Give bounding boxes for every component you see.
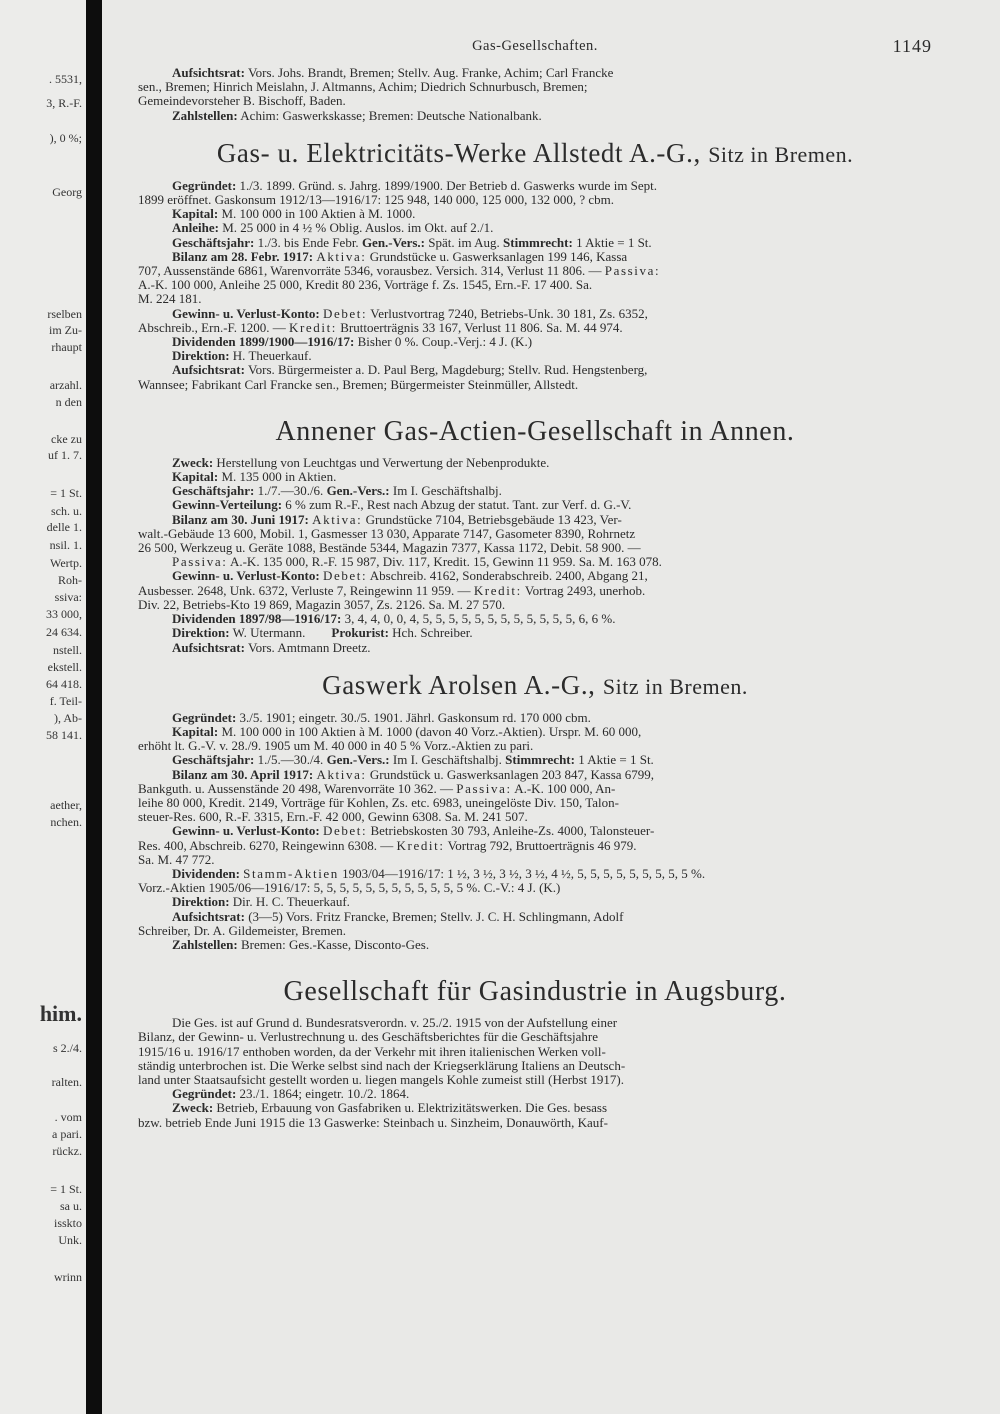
book-gutter	[86, 0, 102, 1414]
text-line: A.-K. 100 000, Anleihe 25 000, Kredit 80 236, Vorträge f. Zs. 1545, Ern.-F. 17 400. Sa.	[138, 277, 593, 293]
margin-fragment: wrinn	[54, 1270, 82, 1284]
company-seat: Sitz in Bremen.	[708, 141, 854, 167]
field-value: Im I. Geschäftshalbj.	[392, 483, 502, 499]
field-value: 23./1. 1864; eingetr. 10./2. 1864.	[239, 1086, 410, 1102]
field-value: Bisher 0 %. Coup.-Verj.: 4 J. (K.)	[357, 334, 533, 350]
field-label: Aufsichtsrat:	[172, 65, 245, 80]
margin-fragment: nchen.	[50, 815, 82, 829]
text-line: Gemeindevorsteher B. Bischoff, Baden.	[138, 93, 346, 109]
margin-fragment: 58 141.	[46, 728, 82, 742]
margin-fragment: f. Teil-	[49, 694, 82, 708]
field-sublabel: Kredit:	[288, 319, 337, 335]
margin-fragment: = 1 St.	[50, 1182, 82, 1196]
text-line: sen., Bremen; Hinrich Meislahn, J. Altmanns, Achim; Diedrich Schnurbusch, Bremen;	[138, 79, 588, 95]
field-value: Grundstücke 7104, Betriebsgebäude 13 423, Ver-	[365, 511, 622, 527]
field-value: 707, Aussenstände 6861, Warenvorräte 5346, vorausbez. Versich. 314, Verlust 11 806. —	[138, 263, 602, 279]
text-line	[138, 207, 932, 221]
text-line	[138, 555, 932, 569]
margin-fragment: ), Ab-	[54, 711, 82, 725]
text-line: Schreiber, Dr. A. Gildemeister, Bremen.	[138, 922, 346, 938]
text-line: Sa. M. 47 772.	[138, 851, 215, 867]
field-value: Betriebskosten 30 793, Anleihe-Zs. 4000, Talonsteuer-	[370, 823, 655, 839]
field-label: Gegründet:	[172, 177, 237, 193]
field-value: 1./3. 1899. Gründ. s. Jahrg. 1899/1900. Der Betrieb d. Gaswerks wurde im Sept.	[239, 177, 658, 193]
field-sublabel: Passiva:	[172, 554, 228, 570]
field-label: Prokurist:	[331, 625, 389, 641]
previous-entry-tail	[138, 66, 932, 123]
margin-fragment: ), 0 %;	[49, 131, 82, 145]
field-label: Zahlstellen:	[172, 107, 238, 123]
field-value: Res. 400, Abschreib. 6270, Reingewinn 6308. —	[138, 837, 394, 853]
field-value: Betrieb, Erbauung von Gasfabriken u. Elektrizitätswerken. Die Ges. besass	[216, 1100, 608, 1116]
margin-fragment: isskto	[53, 1216, 82, 1230]
margin-fragment: rückz.	[52, 1144, 82, 1158]
field-value: M. 25 000 in 4 ½ % Oblig. Auslos. im Okt. auf 2./1.	[222, 220, 494, 236]
text-line	[138, 768, 932, 782]
field-label: Geschäftsjahr:	[172, 483, 255, 499]
text-line	[138, 824, 932, 838]
text-line: land unter Staatsaufsicht gestellt worden u. liegen mangels Kohle zumeist still (Herbst 1917).	[138, 1071, 624, 1087]
field-label: Gegründet:	[172, 709, 237, 725]
field-sublabel: Debet:	[322, 823, 368, 839]
text-line	[138, 470, 932, 484]
field-value: 3, 4, 4, 0, 0, 4, 5, 5, 5, 5, 5, 5, 5, 5, 5, 5, 5, 5, 6, 6 %.	[344, 611, 616, 627]
field-label: Kapital:	[172, 469, 219, 485]
field-sublabel: Vorz.-Aktien	[138, 880, 206, 896]
field-label: Gen.-Vers.:	[361, 234, 426, 250]
margin-fragment: ralten.	[51, 1075, 82, 1089]
field-label: Geschäftsjahr:	[172, 752, 255, 768]
field-value: (3—5) Vors. Fritz Francke, Bremen; Stellv. J. C. H. Schlingmann, Adolf	[248, 908, 624, 924]
field-label: Stimmrecht:	[505, 752, 575, 768]
field-sublabel: Kredit:	[473, 582, 522, 598]
text-line	[138, 307, 932, 321]
text-line	[138, 264, 932, 278]
margin-fragment: 3, R.-F.	[46, 96, 82, 110]
text-line	[138, 569, 932, 583]
field-value: Im I. Geschäftshalbj.	[392, 752, 502, 768]
field-label: Direktion:	[172, 625, 230, 641]
text-line: 1915/16 u. 1916/17 enthoben worden, da der Verkehr mit ihren italienischen Werken voll-	[138, 1043, 606, 1059]
company-heading	[138, 976, 932, 1008]
field-value: Vors. Johs. Brandt, Bremen; Stellv. Aug. Franke, Achim; Carl Francke	[247, 65, 614, 80]
text-line	[138, 363, 932, 377]
field-label: Dividenden:	[172, 865, 240, 881]
margin-fragment: nstell.	[53, 643, 82, 657]
field-value: 1903/04—1916/17: 1 ½, 3 ½, 3 ½, 3 ½, 4 ½, 5, 5, 5, 5, 5, 5, 5, 5, 5 %.	[342, 865, 706, 881]
field-label: Bilanz am 28. Febr. 1917:	[172, 248, 314, 264]
text-line	[138, 66, 932, 80]
left-margin-column	[0, 0, 86, 1414]
field-value: Spät. im Aug.	[428, 234, 500, 250]
field-sublabel: Aktiva:	[312, 511, 363, 527]
field-sublabel: Passiva:	[604, 263, 661, 279]
field-value: 1 Aktie = 1 St.	[578, 752, 654, 768]
margin-fragment: Wertp.	[49, 556, 82, 570]
field-value: Bruttoerträgnis 33 167, Verlust 11 806. Sa. M. 44 974.	[340, 319, 623, 335]
field-value: Grundstücke u. Gaswerksanlagen 199 146, Kassa	[369, 248, 628, 264]
text-line	[138, 498, 932, 512]
field-value: Vortrag 792, Bruttoerträgnis 46 979.	[447, 837, 637, 853]
text-line: Die Ges. ist auf Grund d. Bundesratsverordn. v. 25./2. 1915 von der Aufstellung einer	[172, 1015, 618, 1031]
text-line	[138, 641, 932, 655]
text-line	[138, 782, 932, 796]
margin-fragment: arzahl.	[49, 378, 82, 392]
field-label: Zweck:	[172, 1100, 214, 1116]
text-line	[138, 321, 932, 335]
text-line	[138, 881, 932, 895]
field-value: Grundstück u. Gaswerksanlagen 203 847, Kassa 6799,	[369, 766, 655, 782]
text-line	[138, 1087, 932, 1101]
margin-fragment: 33 000,	[46, 607, 82, 621]
field-label: Zweck:	[172, 454, 214, 470]
margin-fragment: sch. u.	[51, 504, 82, 518]
field-value: A.-K. 100 000, An-	[514, 780, 616, 796]
margin-fragment: im Zu-	[49, 323, 82, 337]
margin-fragment: s 2./4.	[52, 1041, 82, 1055]
margin-fragment: a pari.	[52, 1127, 82, 1141]
field-value: 1./3. bis Ende Febr.	[257, 234, 359, 250]
company-entry	[138, 456, 932, 655]
margin-fragment: 64 418.	[46, 677, 82, 691]
company-name: Annener Gas-Actien-Gesellschaft in Annen.	[275, 415, 795, 447]
margin-fragment: = 1 St.	[50, 486, 82, 500]
field-sublabel: Kredit:	[396, 837, 445, 853]
margin-fragment: uf 1. 7.	[48, 448, 82, 462]
text-line	[138, 349, 932, 363]
company-seat: Sitz in Bremen.	[602, 673, 748, 699]
margin-fragment: n den	[55, 395, 82, 409]
field-label: Kapital:	[172, 723, 219, 739]
field-label: Aufsichtsrat:	[172, 362, 245, 378]
margin-fragment: cke zu	[51, 432, 82, 446]
field-value: Bremen: Ges.-Kasse, Disconto-Ges.	[240, 936, 430, 952]
text-line	[138, 626, 932, 640]
field-label: Gewinn- u. Verlust-Konto:	[172, 823, 320, 839]
field-label: Gen.-Vers.:	[326, 752, 390, 768]
field-value: H. Theuerkauf.	[232, 348, 312, 364]
field-label: Stimmrecht:	[503, 234, 573, 250]
margin-fragment: sa u.	[60, 1199, 82, 1213]
page-number: 1149	[892, 36, 932, 56]
field-value: Vors. Amtmann Dreetz.	[247, 639, 371, 655]
margin-fragment: rselben	[47, 307, 82, 321]
text-line	[138, 895, 932, 909]
field-sublabel: Debet:	[322, 568, 368, 584]
text-line	[138, 513, 932, 527]
field-label: Aufsichtsrat:	[172, 908, 245, 924]
margin-fragment: ssiva:	[54, 590, 82, 604]
text-line: ständig unterbrochen ist. Die Werke selbst sind nach der Kriegserklärung Italiens an Deutsch-	[138, 1057, 626, 1073]
company-name: Gesellschaft für Gasindustrie in Augsburg.	[283, 976, 787, 1008]
field-label: Direktion:	[172, 894, 230, 910]
field-label: Geschäftsjahr:	[172, 234, 255, 250]
margin-fragment: Georg	[52, 185, 82, 199]
field-label: Gewinn- u. Verlust-Konto:	[172, 305, 320, 321]
field-label: Direktion:	[172, 348, 230, 364]
running-title: Gas-Gesellschaften.	[472, 38, 598, 54]
field-sublabel: Aktiva:	[316, 766, 367, 782]
company-name: Gaswerk Arolsen A.-G.,	[322, 669, 596, 700]
field-label: Kapital:	[172, 206, 219, 222]
margin-fragment: Roh-	[58, 573, 82, 587]
company-entry	[138, 711, 932, 952]
field-label: Gen.-Vers.:	[326, 483, 390, 499]
field-value: M. 100 000 in 100 Aktien à M. 1000 (davon 40 Vorz.-Aktien). Urspr. M. 60 000,	[221, 723, 642, 739]
margin-fragment: delle 1.	[46, 520, 82, 534]
field-value: 1905/06—1916/17: 5, 5, 5, 5, 5, 5, 5, 5, 5, 5, 5, 5 %. C.-V.: 4 J. (K.)	[208, 880, 561, 896]
field-value: 1./5.—30./4.	[257, 752, 324, 768]
text-line	[138, 1101, 932, 1115]
field-value: A.-K. 135 000, R.-F. 15 987, Div. 117, Kredit. 15, Gewinn 11 959. Sa. M. 163 078.	[229, 554, 662, 570]
margin-fragment: ekstell.	[47, 660, 82, 674]
company-entry	[138, 179, 932, 392]
text-line: walt.-Gebäude 13 600, Mobil. 1, Gasmesser 13 030, Apparate 7147, Gasometer 8390, Rohrnetz	[138, 525, 636, 541]
field-value: 1./7.—30./6.	[257, 483, 324, 499]
field-label: Gewinn-Verteilung:	[172, 497, 283, 513]
margin-fragment: nsil. 1.	[49, 538, 82, 552]
text-line	[138, 725, 932, 739]
margin-fragment: 24 634.	[46, 625, 82, 639]
text-line	[138, 221, 932, 235]
field-label: Zahlstellen:	[172, 936, 238, 952]
text-line	[138, 456, 932, 470]
field-value: Vors. Bürgermeister a. D. Paul Berg, Magdeburg; Stellv. Rud. Hengstenberg,	[247, 362, 648, 378]
text-line	[138, 910, 932, 924]
field-value: Ausbesser. 2648, Unk. 6372, Verluste 7, Reingewinn 11 959. —	[138, 582, 471, 598]
field-value: M. 135 000 in Aktien.	[221, 469, 337, 485]
field-value: Hch. Schreiber.	[392, 625, 473, 641]
text-line: 26 500, Werkzeug u. Geräte 1088, Bestände 5344, Magazin 7377, Kassa 1172, Debit. 58 900. —	[138, 540, 641, 556]
margin-fragment: . 5531,	[49, 72, 82, 86]
field-label: Gewinn- u. Verlust-Konto:	[172, 568, 320, 584]
margin-fragment: Unk.	[58, 1233, 82, 1247]
text-line: Bilanz, der Gewinn- u. Verlustrechnung u. des Geschäftsberichtes für die Geschäftsjahre	[138, 1029, 599, 1045]
text-line	[138, 711, 932, 725]
field-value: M. 100 000 in 100 Aktien à M. 1000.	[221, 206, 416, 222]
field-sublabel: Aktiva:	[316, 248, 367, 264]
field-value: 1 Aktie = 1 St.	[576, 234, 652, 250]
field-label: Anleihe:	[172, 220, 219, 236]
field-label: Aufsichtsrat:	[172, 639, 245, 655]
field-value: Abschreib. 4162, Sonderabschreib. 2400, Abgang 21,	[369, 568, 648, 584]
text-line: leihe 80 000, Kredit. 2149, Vorträge für Kohlen, Zs. etc. 6983, uneingelöste Div. 150, Talon-	[138, 794, 619, 810]
field-sublabel: Stamm-Aktien	[243, 865, 339, 881]
field-value: Abschreib., Ern.-F. 1200. —	[138, 319, 286, 335]
field-label: Bilanz am 30. Juni 1917:	[172, 511, 309, 527]
field-sublabel: Debet:	[322, 305, 368, 321]
text-line	[138, 612, 932, 626]
field-value: Dir. H. C. Theuerkauf.	[232, 894, 350, 910]
field-label: Dividenden 1897/98—1916/17:	[172, 611, 342, 627]
text-line	[138, 584, 932, 598]
field-value: Vortrag 2493, unerhob.	[524, 582, 646, 598]
text-line: 1899 eröffnet. Gaskonsum 1912/13—1916/17: 125 948, 140 000, 125 000, 132 000, ? cbm.	[138, 192, 615, 208]
field-value: W. Utermann.	[232, 625, 306, 641]
text-line	[138, 484, 932, 498]
margin-fragment: . vom	[54, 1110, 82, 1124]
field-label: Bilanz am 30. April 1917:	[172, 766, 314, 782]
running-head	[138, 36, 932, 58]
text-line	[138, 839, 932, 853]
text-line	[138, 335, 932, 349]
company-entry	[138, 1016, 932, 1130]
field-value: 3./5. 1901; eingetr. 30./5. 1901. Jährl. Gaskonsum rd. 170 000 cbm.	[239, 709, 591, 725]
text-line: M. 224 181.	[138, 291, 202, 307]
text-line	[138, 753, 932, 767]
text-line: steuer-Res. 600, R.-F. 3315, Ern.-F. 42 000, Gewinn 6308. Sa. M. 241 507.	[138, 809, 528, 825]
text-line: erhöht lt. G.-V. v. 28./9. 1905 um M. 40 000 in 40 5 % Vorz.-Aktien zu pari.	[138, 738, 534, 754]
field-value: Bankguth. u. Aussenstände 20 498, Warenvorräte 10 362. —	[138, 780, 453, 796]
field-value: 6 % zum R.-F., Rest nach Abzug der statut. Tant. zur Verf. d. G.-V.	[285, 497, 632, 513]
margin-fragment: him.	[39, 1001, 82, 1026]
text-line	[138, 867, 932, 881]
company-heading	[138, 416, 932, 448]
field-label: Gegründet:	[172, 1086, 237, 1102]
text-line: Div. 22, Betriebs-Kto 19 869, Magazin 3057, Zs. 2126. Sa. M. 27 570.	[138, 596, 506, 612]
text-line	[138, 250, 932, 264]
margin-fragment: rhaupt	[51, 340, 82, 354]
text-line: Wannsee; Fabrikant Carl Francke sen., Bremen; Bürgermeister Steinmüller, Allstedt.	[138, 376, 579, 392]
field-value: Verlustvortrag 7240, Betriebs-Unk. 30 181, Zs. 6352,	[370, 305, 648, 321]
text-line	[138, 179, 932, 193]
field-value: Achim: Gaswerkskasse; Bremen: Deutsche Nationalbank.	[240, 107, 542, 123]
company-name: Gas- u. Elektricitäts-Werke Allstedt A.-G.,	[216, 137, 701, 168]
text-line: bzw. betrieb Ende Juni 1915 die 13 Gaswerke: Steinbach u. Sinzheim, Donauwörth, Kauf-	[138, 1114, 608, 1130]
text-line	[138, 938, 932, 952]
field-value: Herstellung von Leuchtgas und Verwertung der Nebenprodukte.	[216, 454, 550, 470]
field-label: Dividenden 1899/1900—1916/17:	[172, 334, 355, 350]
company-heading	[138, 137, 932, 171]
text-line	[138, 109, 932, 123]
page-body	[138, 36, 932, 1132]
field-sublabel: Passiva:	[456, 780, 512, 796]
text-line	[138, 236, 932, 250]
margin-fragment: aether,	[50, 798, 82, 812]
company-heading	[138, 669, 932, 703]
